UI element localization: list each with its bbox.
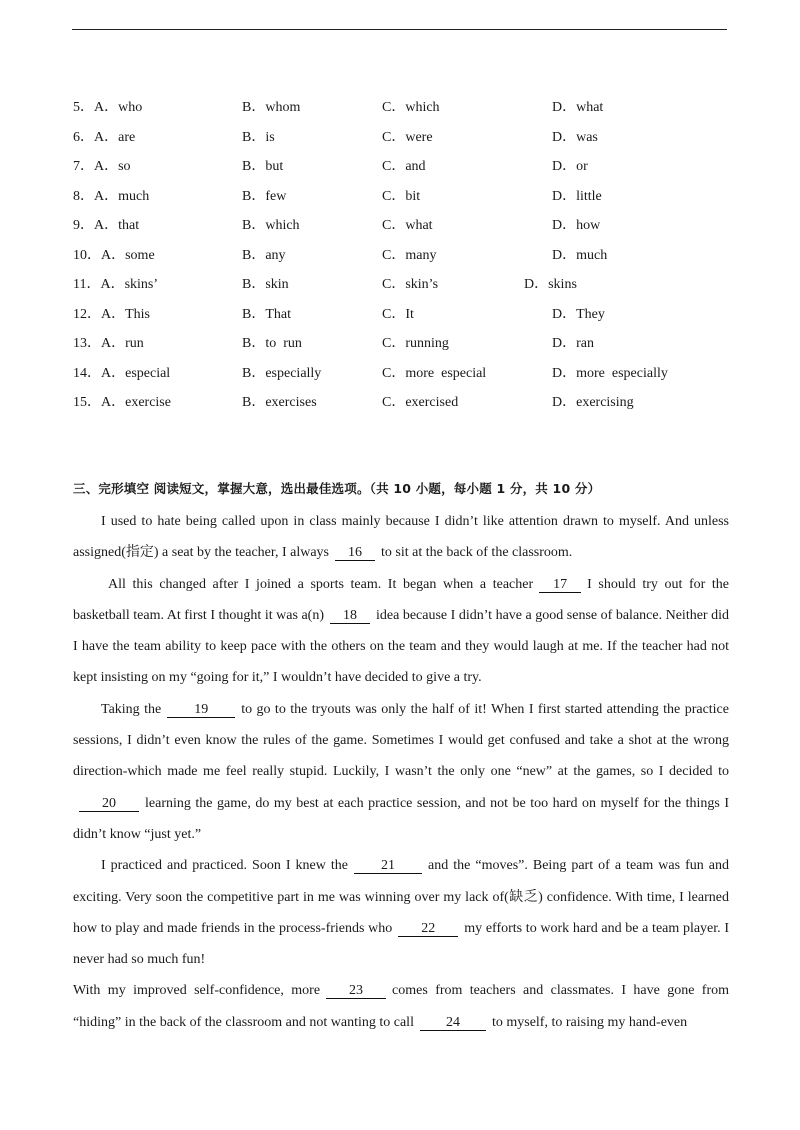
option-a-text: A．run	[101, 336, 144, 351]
option-d: D．more especially	[552, 365, 668, 381]
option-c: C．and	[382, 159, 426, 174]
option-a	[73, 128, 135, 148]
option-a	[73, 393, 171, 413]
option-b: B．to run	[242, 336, 302, 351]
option-c: C．skin’s	[382, 277, 439, 292]
passage-text: and the “moves”. Being part of a team was fun and exciting. Very soon the competitive part in me was winning over my lack of(缺乏) confidence. With time, I learned how to play and made friends in the process-friends who	[73, 858, 729, 936]
passage-text: to sit at the back of the classroom.	[381, 545, 573, 561]
question-row-15	[73, 393, 728, 423]
option-a	[73, 275, 158, 295]
option-d: D．little	[552, 188, 602, 204]
option-b: B．any	[242, 247, 286, 263]
passage-paragraph-4	[73, 850, 729, 975]
option-d: D．ran	[552, 336, 594, 351]
passage-text: learning the game, do my best at each practice session, and not be too hard on myself for the things I didn’t know “just yet.”	[73, 795, 729, 842]
option-c: C．many	[382, 247, 437, 263]
option-a-text: A．exercise	[101, 395, 171, 410]
question-number: 7．	[73, 159, 94, 174]
question-row-14	[73, 364, 728, 394]
option-b: B．few	[242, 188, 287, 204]
question-row-12	[73, 305, 728, 335]
passage-text: Taking the	[101, 701, 162, 717]
option-a-text: A．much	[94, 188, 150, 204]
blank-18: 18	[330, 608, 370, 624]
passage-text: I used to hate being called upon in class mainly because I didn’t like attention drawn to myself. And unless assigned(指定) a seat by the teacher, I always	[73, 514, 729, 561]
blank-23: 23	[326, 983, 386, 999]
option-c: C．which	[382, 100, 440, 115]
option-a-text: A．some	[101, 247, 155, 263]
option-b: B．which	[242, 218, 300, 233]
option-d: D．was	[552, 129, 598, 145]
passage-text: All this changed after I joined a sports team. It began when a teacher	[108, 576, 534, 592]
passage-text: to go to the tryouts was only the half of it! When I first started attending the practice sessions, I didn’t even know the rules of the game. Sometimes I would get confused and take a shot at the wrong direction-which made me feel really stupid. Luckily, I wasn’t the only one “new” at the games, so I decided to	[73, 701, 729, 780]
option-a-text: A．who	[94, 100, 143, 115]
question-number: 12．	[73, 306, 101, 322]
option-b: B．but	[242, 159, 284, 174]
question-row-9	[73, 216, 728, 246]
option-a-text: A．skins’	[100, 277, 159, 292]
option-c: C．It	[382, 306, 414, 322]
option-a-text: A．This	[101, 306, 150, 322]
blank-21: 21	[354, 858, 422, 874]
option-d: D．exercising	[552, 395, 634, 410]
option-a	[73, 157, 131, 177]
option-c: C．more especial	[382, 365, 487, 381]
option-a	[73, 216, 139, 236]
option-c: C．exercised	[382, 395, 459, 410]
blank-19: 19	[167, 702, 235, 718]
cloze-passage	[73, 506, 729, 1038]
option-c: C．were	[382, 129, 433, 145]
passage-text: I should try out for the basketball team. At first I thought it was a(n)	[73, 576, 729, 623]
option-a-text: A．that	[94, 218, 140, 233]
passage-text: With my improved self-confidence, more	[73, 983, 321, 999]
passage-paragraph-1	[73, 506, 729, 569]
passage-paragraph-2	[73, 569, 729, 694]
option-a-text: A．so	[94, 159, 131, 174]
option-d: D．They	[552, 306, 605, 322]
question-number: 5．	[73, 100, 94, 115]
option-b: B．especially	[242, 365, 322, 381]
option-a	[73, 187, 149, 207]
option-b: B．That	[242, 306, 291, 322]
blank-24: 24	[420, 1015, 486, 1031]
option-d: D．skins	[524, 277, 577, 292]
option-a	[73, 98, 142, 118]
question-number: 10．	[73, 247, 101, 263]
passage-paragraph-3	[73, 694, 729, 850]
question-number: 6．	[73, 129, 94, 145]
option-a	[73, 334, 144, 354]
passage-text: comes from teachers and classmates. I have gone from “hiding” in the back of the classroom and not wanting to call	[73, 983, 730, 1030]
question-row-8	[73, 187, 728, 217]
blank-17: 17	[539, 577, 581, 593]
question-row-7	[73, 157, 728, 187]
blank-20: 20	[79, 796, 139, 812]
question-number: 11．	[73, 277, 101, 292]
answer-options-list	[73, 98, 728, 423]
passage-paragraph-5	[73, 975, 729, 1038]
question-row-5	[73, 98, 728, 128]
question-row-6	[73, 128, 728, 158]
option-b: B．skin	[242, 277, 289, 292]
question-number: 9．	[73, 218, 94, 233]
option-c: C．running	[382, 336, 449, 351]
option-b: B．exercises	[242, 395, 317, 410]
option-c: C．what	[382, 218, 433, 233]
option-a	[73, 305, 150, 325]
blank-22: 22	[398, 921, 458, 937]
option-d: D．much	[552, 247, 608, 263]
passage-text: idea because I didn’t have a good sense of balance. Neither did I have the team ability to keep pace with the others on the team and they would laugh at me. If the teacher had not kept insisting on my “going for it,” I wouldn’t have decided to give a try.	[73, 607, 730, 686]
question-number: 8．	[73, 188, 94, 204]
option-d: D．what	[552, 100, 604, 115]
header-rule	[72, 29, 727, 30]
option-a-text: A．are	[94, 129, 136, 145]
option-d: D．how	[552, 218, 601, 233]
question-row-10	[73, 246, 728, 276]
option-a	[73, 246, 155, 266]
passage-text: to myself, to raising my hand-even	[491, 1014, 688, 1030]
section-heading: 三、完形填空 阅读短文，掌握大意，选出最佳选项。（共 10 小题，每小题 1 分，共 10 分）	[73, 481, 601, 496]
blank-16: 16	[335, 545, 375, 561]
question-number: 14．	[73, 365, 101, 381]
option-b: B．is	[242, 129, 275, 145]
question-row-13	[73, 334, 728, 364]
question-row-11	[73, 275, 728, 305]
question-number: 13．	[73, 336, 101, 351]
option-b: B．whom	[242, 100, 301, 115]
passage-text: my efforts to work hard and be a team player. I never had so much fun!	[73, 920, 729, 968]
option-a-text: A．especial	[101, 365, 171, 381]
option-a	[73, 364, 170, 384]
option-d: D．or	[552, 159, 588, 174]
question-number: 15．	[73, 395, 101, 410]
passage-text: I practiced and practiced. Soon I knew the	[101, 858, 349, 874]
option-c: C．bit	[382, 188, 421, 204]
